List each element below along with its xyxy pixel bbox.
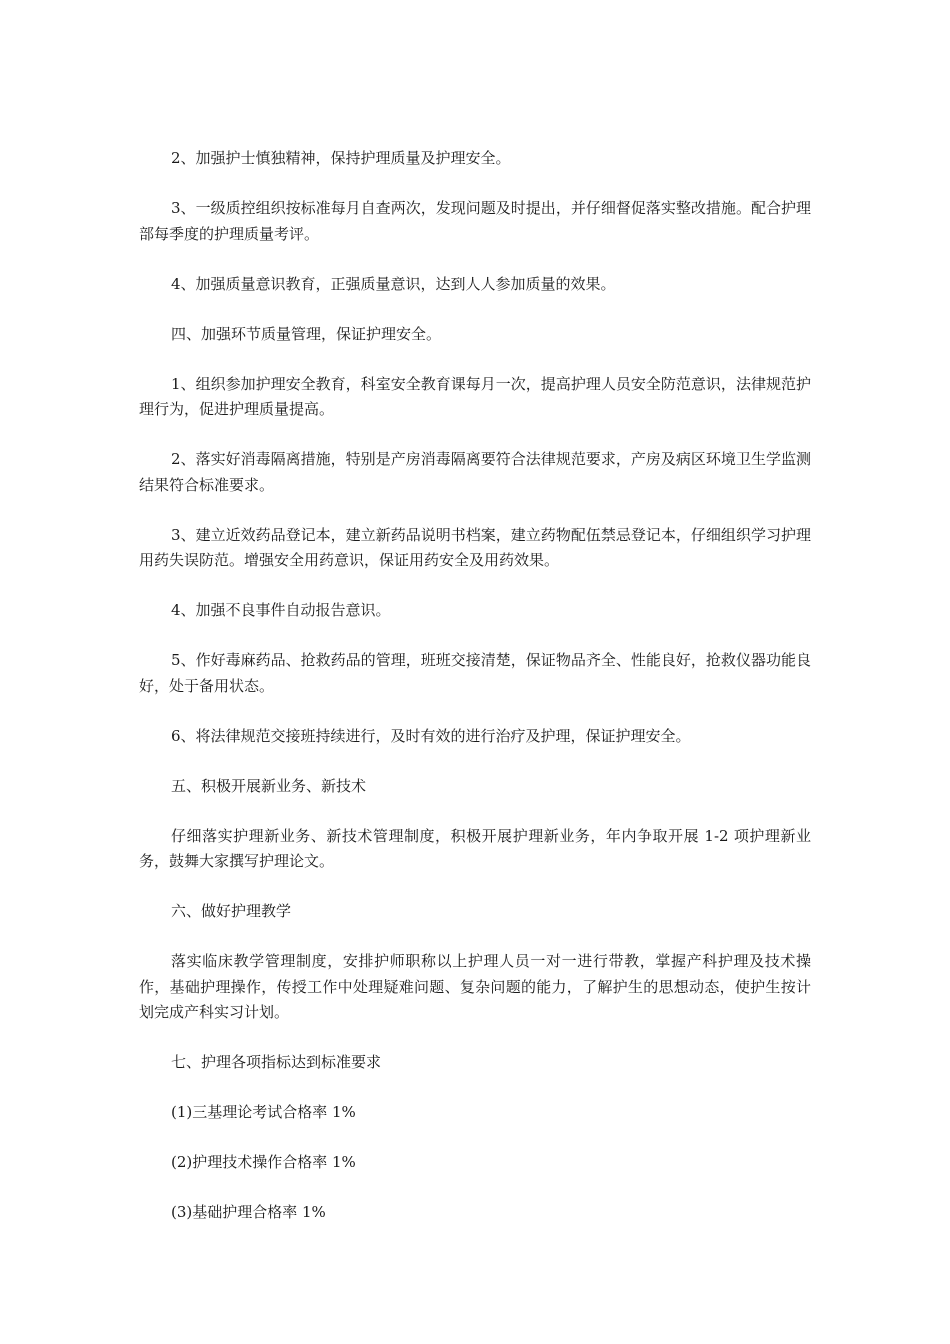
indicator-item-3: (3)基础护理合格率 1% (171, 1203, 326, 1221)
paragraph-teaching: 落实临床教学管理制度，安排护师职称以上护理人员一对一进行带教，掌握产科护理及技术操作，基础护理操作，传授工作中处理疑难问题、复杂问题的能力，了解护生的思想动态，使护生按计划完成产科实习计划。 (139, 952, 811, 1021)
paragraph-safety-2: 2、落实好消毒隔离措施，特别是产房消毒隔离要符合法律规范要求，产房及病区环境卫生学监测结果符合标准要求。 (139, 450, 811, 494)
paragraph-safety-1: 1、组织参加护理安全教育，科室安全教育课每月一次，提高护理人员安全防范意识，法律规范护理行为，促进护理质量提高。 (139, 374, 811, 418)
paragraph-item-4: 4、加强质量意识教育，正强质量意识，达到人人参加质量的效果。 (171, 274, 616, 293)
paragraph-new-business: 仔细落实护理新业务、新技术管理制度，积极开展护理新业务，年内争取开展 1-2 项护理新业务，鼓舞大家撰写护理论文。 (139, 826, 811, 870)
section-heading-4: 四、加强环节质量管理，保证护理安全。 (171, 324, 442, 343)
paragraph-safety-5: 5、作好毒麻药品、抢救药品的管理，班班交接清楚，保证物品齐全、性能良好，抢救仪器功能良好，处于备用状态。 (139, 651, 811, 695)
paragraph-item-3: 3、一级质控组织按标准每月自查两次，发现问题及时提出，并仔细督促落实整改措施。配合护理部每季度的护理质量考评。 (139, 199, 811, 243)
document-body (139, 146, 811, 1250)
indicator-item-2: (2)护理技术操作合格率 1% (171, 1153, 356, 1171)
paragraph-safety-6: 6、将法律规范交接班持续进行，及时有效的进行治疗及护理，保证护理安全。 (171, 726, 691, 745)
paragraph-safety-3: 3、建立近效药品登记本，建立新药品说明书档案，建立药物配伍禁忌登记本，仔细组织学习护理用药失误防范。增强安全用药意识，保证用药安全及用药效果。 (139, 525, 811, 569)
section-heading-6: 六、做好护理教学 (171, 902, 292, 920)
indicator-item-1: (1)三基理论考试合格率 1% (171, 1103, 356, 1121)
paragraph-safety-4: 4、加强不良事件自动报告意识。 (171, 601, 391, 619)
paragraph-item-2: 2、加强护士慎独精神，保持护理质量及护理安全。 (171, 149, 511, 167)
section-heading-7: 七、护理各项指标达到标准要求 (171, 1053, 382, 1071)
section-heading-5: 五、积极开展新业务、新技术 (171, 776, 367, 795)
